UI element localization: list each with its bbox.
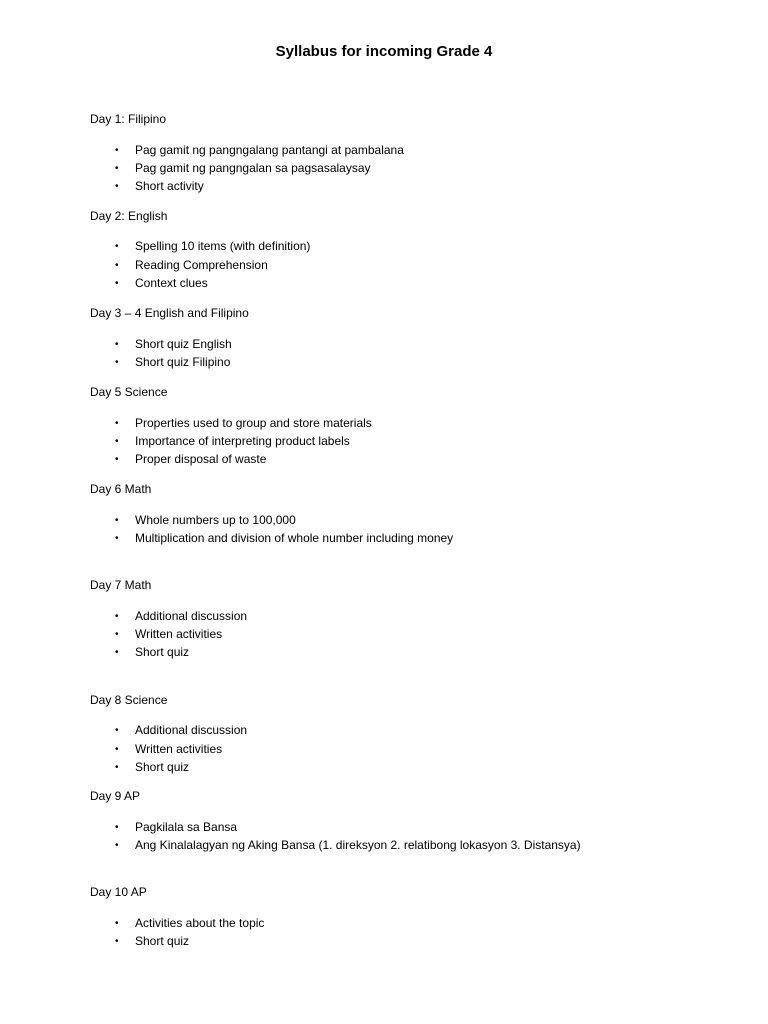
bullet-icon: • — [115, 629, 119, 640]
list-item: • Pag gamit ng pangngalan sa pagsasalaysay — [115, 161, 371, 175]
bullet-icon: • — [115, 647, 119, 658]
bullet-icon: • — [115, 515, 119, 526]
list-item: • Reading Comprehension — [115, 258, 268, 272]
list-item: • Short activity — [115, 179, 204, 193]
list-item: • Written activities — [115, 742, 223, 756]
list-item: • Pag gamit ng pangngalang pantangi at pambalana — [115, 143, 404, 157]
day-5-heading: Day 5 Science — [90, 385, 168, 399]
bullet-icon: • — [115, 611, 119, 622]
day-7-heading: Day 7 Math — [90, 578, 152, 592]
bullet-icon: • — [115, 840, 119, 851]
bullet-icon: • — [115, 181, 119, 192]
list-item: • Short quiz — [115, 645, 190, 659]
list-item: • Activities about the topic — [115, 916, 265, 930]
list-item: • Additional discussion — [115, 723, 248, 737]
day-9-heading: Day 9 AP — [90, 789, 141, 803]
bullet-icon: • — [115, 241, 119, 252]
list-item: • Importance of interpreting product labels — [115, 434, 350, 448]
bullet-icon: • — [115, 725, 119, 736]
bullet-icon: • — [115, 454, 119, 465]
day-8-heading: Day 8 Science — [90, 693, 168, 707]
bullet-icon: • — [115, 822, 119, 833]
bullet-icon: • — [115, 418, 119, 429]
bullet-icon: • — [115, 260, 119, 271]
list-item: • Ang Kinalalagyan ng Aking Bansa (1. direksyon 2. relatibong lokasyon 3. Distansya) — [115, 838, 581, 852]
list-item: • Properties used to group and store materials — [115, 416, 372, 430]
day-6-heading: Day 6 Math — [90, 482, 152, 496]
day-2-heading: Day 2: English — [90, 209, 168, 223]
bullet-icon: • — [115, 278, 119, 289]
list-item: • Short quiz Filipino — [115, 355, 231, 369]
list-item: • Multiplication and division of whole number including money — [115, 531, 454, 545]
bullet-icon: • — [115, 357, 119, 368]
list-item: • Short quiz English — [115, 337, 232, 351]
bullet-icon: • — [115, 936, 119, 947]
bullet-icon: • — [115, 918, 119, 929]
list-item: • Proper disposal of waste — [115, 452, 267, 466]
list-item: • Spelling 10 items (with definition) — [115, 239, 311, 253]
bullet-icon: • — [115, 533, 119, 544]
bullet-icon: • — [115, 339, 119, 350]
list-item: • Pagkilala sa Bansa — [115, 820, 238, 834]
bullet-icon: • — [115, 436, 119, 447]
bullet-icon: • — [115, 163, 119, 174]
bullet-icon: • — [115, 145, 119, 156]
list-item: • Whole numbers up to 100,000 — [115, 513, 296, 527]
day-3-4-heading: Day 3 – 4 English and Filipino — [90, 306, 249, 320]
bullet-icon: • — [115, 762, 119, 773]
bullet-icon: • — [115, 744, 119, 755]
list-item: • Short quiz — [115, 934, 190, 948]
page-title: Syllabus for incoming Grade 4 — [275, 43, 493, 60]
day-10-heading: Day 10 AP — [90, 885, 147, 899]
list-item: • Context clues — [115, 276, 208, 290]
day-1-heading: Day 1: Filipino — [90, 112, 167, 126]
list-item: • Additional discussion — [115, 609, 248, 623]
list-item: • Short quiz — [115, 760, 190, 774]
list-item: • Written activities — [115, 627, 223, 641]
